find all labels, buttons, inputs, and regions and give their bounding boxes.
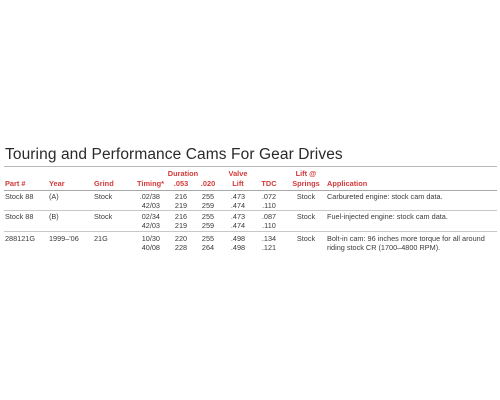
row2-year: (B) bbox=[49, 212, 59, 221]
row1-part: Stock 88 bbox=[5, 192, 34, 201]
row1-tdc-2: .110 bbox=[262, 201, 276, 210]
row1-springs: Stock bbox=[296, 192, 316, 201]
row2-d053-2: 219 bbox=[174, 221, 188, 230]
row3-application-2: riding stock CR (1700–4800 RPM). bbox=[327, 243, 441, 252]
row1-tdc-1: .072 bbox=[261, 192, 277, 201]
row3-lift-1: .498 bbox=[230, 234, 246, 243]
title-divider bbox=[4, 166, 497, 167]
row3-grind: 21G bbox=[94, 234, 108, 243]
row1-d053-1: 216 bbox=[174, 192, 188, 201]
row3-timing-1: 10/30 bbox=[141, 234, 160, 243]
row2-lift-2: .474 bbox=[230, 221, 246, 230]
row2-timing-2: 42/03 bbox=[141, 221, 160, 230]
header-tdc: TDC bbox=[261, 179, 277, 188]
header-application: Application bbox=[327, 179, 368, 188]
row2-lift-1: .473 bbox=[230, 212, 246, 221]
header-springs: Springs bbox=[292, 179, 320, 188]
row3-timing-2: 40/08 bbox=[141, 243, 160, 252]
row1-timing-1: .02/38 bbox=[139, 192, 160, 201]
row-divider-2 bbox=[4, 231, 497, 232]
row1-grind: Stock bbox=[94, 192, 113, 201]
table-title: Touring and Performance Cams For Gear Drives bbox=[5, 146, 343, 163]
row1-lift-1: .473 bbox=[230, 192, 246, 201]
header-divider bbox=[4, 190, 497, 191]
header-timing: Timing* bbox=[137, 179, 164, 188]
header-duration-053: .053 bbox=[173, 179, 189, 188]
header-grind: Grind bbox=[94, 179, 114, 188]
header-duration-020: .020 bbox=[200, 179, 216, 188]
row2-tdc-1: .087 bbox=[261, 212, 277, 221]
row2-springs: Stock bbox=[296, 212, 316, 221]
row2-part: Stock 88 bbox=[5, 212, 34, 221]
header-duration: Duration bbox=[167, 169, 199, 178]
row2-d020-1: 255 bbox=[201, 212, 215, 221]
row1-year: (A) bbox=[49, 192, 59, 201]
header-valve: Valve bbox=[228, 169, 248, 178]
row2-tdc-2: .110 bbox=[262, 221, 276, 230]
row3-tdc-1: .134 bbox=[261, 234, 277, 243]
row1-d053-2: 219 bbox=[174, 201, 188, 210]
row3-d053-2: 228 bbox=[174, 243, 188, 252]
row1-d020-1: 255 bbox=[201, 192, 215, 201]
header-year: Year bbox=[49, 179, 65, 188]
row3-d020-1: 255 bbox=[201, 234, 215, 243]
header-lift: Lift bbox=[232, 179, 244, 188]
row1-application: Carbureted engine: stock cam data. bbox=[327, 192, 443, 201]
row1-lift-2: .474 bbox=[230, 201, 246, 210]
header-lift-at: Lift @ bbox=[295, 169, 317, 178]
row2-timing-1: 02/34 bbox=[141, 212, 160, 221]
row2-d053-1: 216 bbox=[174, 212, 188, 221]
row2-d020-2: 259 bbox=[201, 221, 215, 230]
row3-year: 1999–'06 bbox=[49, 234, 79, 243]
row3-part: 288121G bbox=[5, 234, 36, 243]
row3-application: Bolt-in cam: 96 inches more torque for all around bbox=[327, 234, 485, 243]
row-divider-1 bbox=[4, 210, 497, 211]
row2-application: Fuel-injected engine: stock cam data. bbox=[327, 212, 448, 221]
row1-timing-2: 42/03 bbox=[141, 201, 160, 210]
row1-d020-2: 259 bbox=[201, 201, 215, 210]
row2-grind: Stock bbox=[94, 212, 113, 221]
row3-springs: Stock bbox=[296, 234, 316, 243]
row3-tdc-2: .121 bbox=[261, 243, 277, 252]
row3-d053-1: 220 bbox=[174, 234, 188, 243]
row3-d020-2: 264 bbox=[201, 243, 215, 252]
row3-lift-2: .498 bbox=[230, 243, 246, 252]
header-part: Part # bbox=[5, 179, 26, 188]
